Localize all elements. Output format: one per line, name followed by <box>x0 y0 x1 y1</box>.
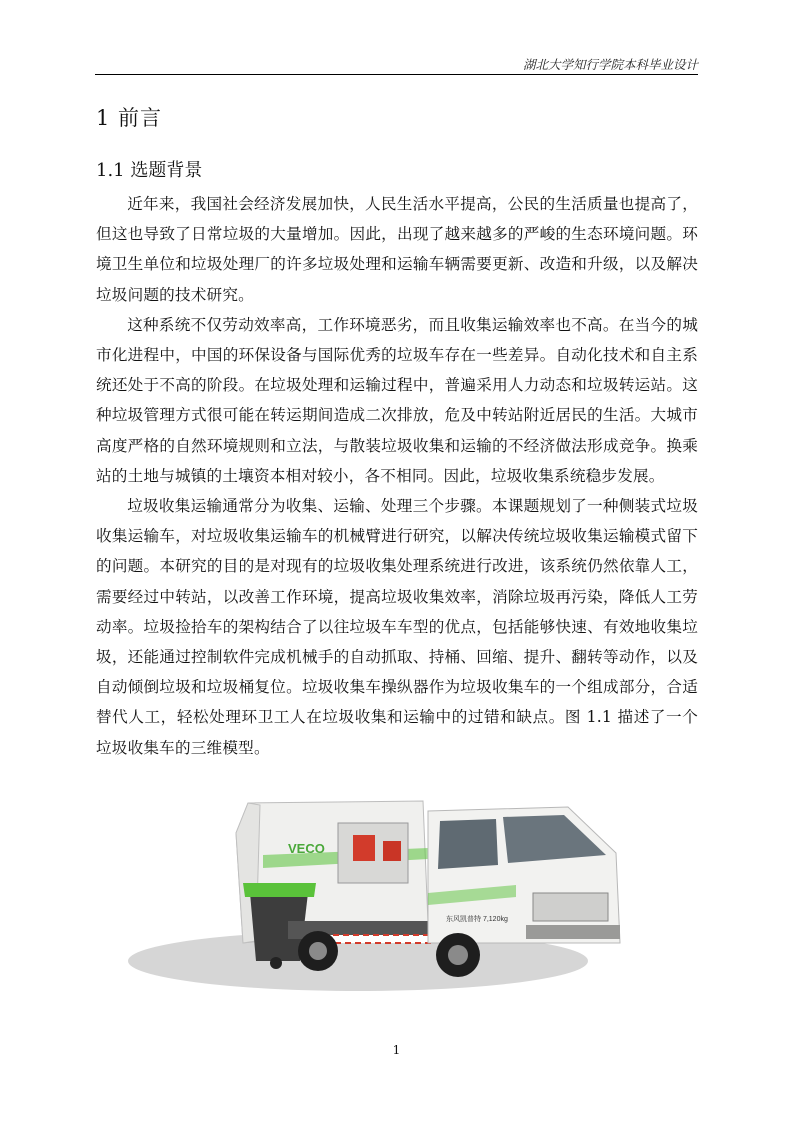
header-title: 湖北大学知行学院本科毕业设计 <box>522 57 698 72</box>
paragraph-3: 垃圾收集运输通常分为收集、运输、处理三个步骤。本课题规划了一种侧装式垃圾收集运输车，对垃圾收集运输车的机械臂进行研究，以解决传统垃圾收集运输模式留下的问题。本研究的目的是对现有的垃圾收集处理系统进行改进，该系统仍然依靠人工，需要经过中转站，以改善工作环境，提高垃圾收集效率，消除垃圾再污染，降低人工劳动率。垃圾捡拾车的架构结合了以往垃圾车车型的优点，包括能够快速、有效地收集垃圾，还能通过控制软件完成机械手的自动抓取、持桶、回缩、提升、翻转等动作，以及自动倾倒垃圾和垃圾桶复位。垃圾收集车操纵器作为垃圾收集车的一个组成部分，合适替代人工，轻松处理环卫工人在垃圾收集和运输中的过错和缺点。图 1.1 描述了一个垃圾收集车的三维模型。 <box>96 497 698 757</box>
side-guard <box>323 935 433 943</box>
paragraph-1: 近年来，我国社会经济发展加快，人民生活水平提高，公民的生活质量也提高了，但这也导致了日常垃圾的大量增加。因此，出现了越来越多的严峻的生态环境问题。环境卫生单位和垃圾处理厂的许多垃圾处理和运输车辆需要更新、改造和升级，以及解决垃圾问题的技术研究。 <box>96 195 698 304</box>
waste-bin-lid <box>243 883 316 897</box>
rear-wheel-hub <box>309 942 327 960</box>
body-logo: VECO <box>288 841 325 856</box>
page-header <box>95 52 698 75</box>
bin-wheel <box>270 957 282 969</box>
front-bumper <box>526 925 620 939</box>
page-number: 1 <box>392 1043 401 1057</box>
paragraph-2: 这种系统不仅劳动效率高，工作环境恶劣，而且收集运输效率也不高。在当今的城市化进程中，中国的环保设备与国际优秀的垃圾车存在一些差异。自动化技术和自主系统还处于不高的阶段。在垃圾处理和运输过程中，普遍采用人力动态和垃圾转运站。这种垃圾管理方式很可能在转运期间造成二次排放，危及中转站附近居民的生活。大城市高度严格的自然环境规则和立法，与散装垃圾收集和运输的不经济做法形成竞争。换乘站的土地与城镇的土壤资本相对较小，各不相同。因此，垃圾收集系统稳步发展。 <box>96 315 698 485</box>
garbage-truck-figure <box>128 793 628 1003</box>
body-text <box>96 189 698 763</box>
chapter-title: 1 前言 <box>96 106 163 130</box>
lift-arm-red <box>353 835 375 861</box>
lift-arm-red-2 <box>383 841 401 861</box>
front-grille <box>533 893 608 921</box>
front-wheel-hub <box>448 945 468 965</box>
cab-side-window <box>438 819 498 869</box>
cab-plate-text: 东风凯普特 7,120kg <box>446 916 508 923</box>
section-title: 1.1 选题背景 <box>96 160 203 181</box>
